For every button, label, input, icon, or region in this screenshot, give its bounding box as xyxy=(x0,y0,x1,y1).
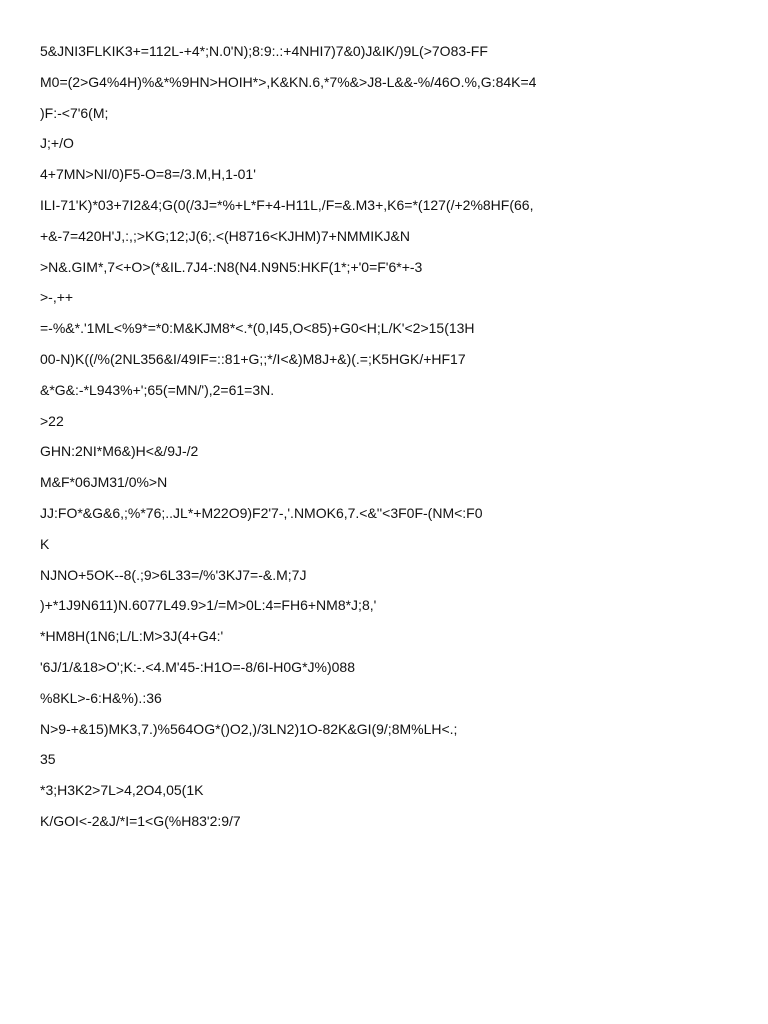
text-line: NJNO+5OK--8(.;9>6L33=/%'3KJ7=-&.M;7J xyxy=(40,566,307,583)
text-line: >-,++ xyxy=(40,289,74,306)
text-line: )+*1J9N611)N.6077L49.9>1/=M>0L:4=FH6+NM8*J;8,' xyxy=(40,597,377,614)
text-line: 00-N)K((/%(2NL356&I/49IF=::81+G;;*/I<&)M8J+&)(.=;K5HGK/+HF17 xyxy=(40,350,466,367)
text-line: >22 xyxy=(40,412,64,429)
text-line: ILI-71'K)*03+7I2&4;G(0(/3J=*%+L*F+4-H11L,/F=&.M3+,K6=*(127(/+2%8HF(66, xyxy=(40,196,534,213)
text-line: GHN:2NI*M6&)H<&/9J-/2 xyxy=(40,443,199,460)
text-line: *HM8H(1N6;L/L:M>3J(4+G4:' xyxy=(40,628,224,645)
text-lines xyxy=(40,36,740,837)
text-line: M&F*06JM31/0%>N xyxy=(40,474,168,491)
text-line: '6J/1/&18>O';K:-.<4.M'45-:H1O=-8/6I-H0G*J%)088 xyxy=(40,658,355,675)
text-line: >N&.GIM*,7<+O>(*&IL.7J4-:N8(N4.N9N5:HKF(1*;+'0=F'6*+-3 xyxy=(40,258,423,275)
text-line: N>9-+&15)MK3,7.)%564OG*()O2,)/3LN2)1O-82K&GI(9/;8M%LH<.; xyxy=(40,720,458,737)
text-line: 5&JNI3FLKIK3+=112L-+4*;N.0'N);8:9:.:+4NHI7)7&0)J&IK/)9L(>7O83-FF xyxy=(40,43,488,59)
text-line: )F:-<7'6(M; xyxy=(40,104,109,121)
text-line: K/GOI<-2&J/*I=1<G(%H83'2:9/7 xyxy=(40,812,241,829)
text-line: &*G&:-*L943%+';65(=MN/'),2=61=3N. xyxy=(40,381,275,398)
text-line: %8KL>-6:H&%).:36 xyxy=(40,689,162,706)
text-line: 35 xyxy=(40,751,56,768)
text-line: K xyxy=(40,535,50,552)
text-line: J;+/O xyxy=(40,135,74,152)
text-line: +&-7=420H'J,:,;>KG;12;J(6;.<(H8716<KJHM)7+NMMIKJ&N xyxy=(40,227,410,244)
text-line: 4+7MN>NI/0)F5-O=8=/3.M,H,1-01' xyxy=(40,166,256,183)
text-line: JJ:FO*&G&6,;%*76;..JL*+M22O9)F2'7-,'.NMOK6,7.<&''<3F0F-(NM<:F0 xyxy=(40,504,483,521)
text-line: M0=(2>G4%4H)%&*%9HN>HOIH*>,K&KN.6,*7%&>J8-L&&-%/46O.%,G:84K=4 xyxy=(40,73,537,90)
text-line: *3;H3K2>7L>4,2O4,05(1K xyxy=(40,782,204,799)
text-line: =-%&*.'1ML<%9*=*0:M&KJM8*<.*(0,I45,O<85)+G0<H;L/K'<2>15(13H xyxy=(40,320,475,337)
